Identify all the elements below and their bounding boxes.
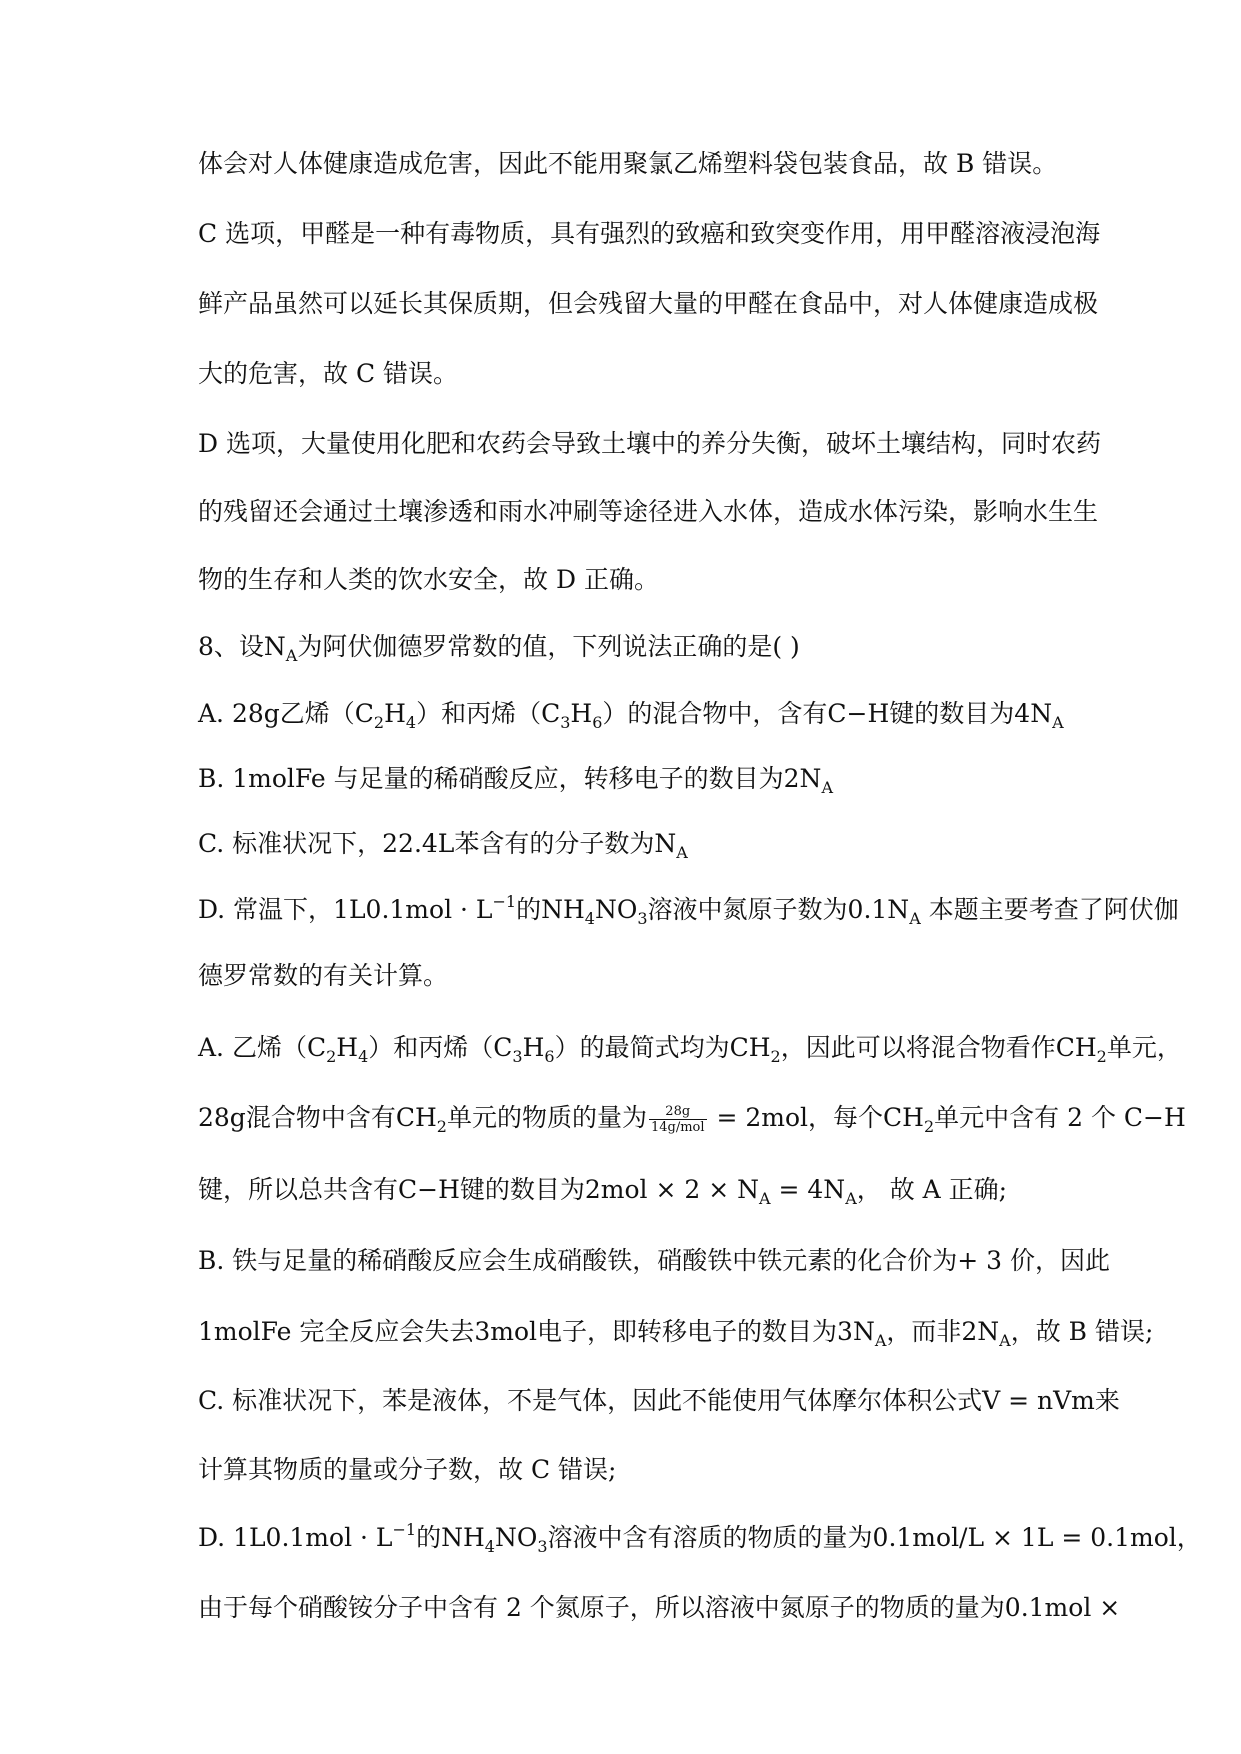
fraction: $\frac{28g}{\text{14g/mol}}$ (650, 1104, 705, 1135)
text-line-4: 大的危害，故 C 错误。 (198, 359, 459, 388)
text-line-7: 物的生存和人类的饮水安全，故 D 正确。 (198, 565, 659, 594)
option-d: D. 常温下，$1L0.1mol \cdot L^{-1}$的$NH_4NO_3$溶液中氮原子数为$0.1N_A$ 本题主要考查了阿伏伽 (198, 892, 1179, 928)
answer-b-line-1: B. 铁与足量的稀硝酸反应会生成硝酸铁，硝酸铁中铁元素的化合价为+ 3 价，因此 (198, 1246, 1111, 1275)
text-line-5: D 选项，大量使用化肥和农药会导致土壤中的养分失衡，破坏土壤结构，同时农药 (198, 429, 1101, 458)
text-line-6: 的残留还会通过土壤渗透和雨水冲刷等途径进入水体，造成水体污染，影响水生生 (198, 497, 1099, 526)
question-8-stem: 8、设$N_A$为阿伏伽德罗常数的值，下列说法正确的是( ) (198, 632, 800, 665)
option-b: B. 1molFe 与足量的稀硝酸反应，转移电子的数目为$2N_A$ (198, 764, 833, 797)
answer-b-line-2: 1molFe 完全反应会失去3mol电子，即转移电子的数目为$3N_A$，而非$2N_A$，故 B 错误; (198, 1317, 1154, 1350)
answer-c-line-1: C. 标准状况下，苯是液体，不是气体，因此不能使用气体摩尔体积公式V = nVm来 (198, 1386, 1120, 1415)
answer-a-line-1: A. 乙烯$(C_2H_4)$和丙烯$(C_3H_6)$的最简式均为$CH_2$，因此可以将混合物看作$CH_2$单元， (198, 1033, 1182, 1066)
text-line-1: 体会对人体健康造成危害，因此不能用聚氯乙烯塑料袋包装食品，故 B 错误。 (198, 149, 1058, 178)
option-c: C. 标准状况下，22.4L苯含有的分子数为$N_A$ (198, 829, 688, 862)
answer-a-line-2: 28g混合物中含有$CH_2$单元的物质的量为 $\frac{28g}{\text{14g/mol}}$ = 2mol，每个$CH_2$单元中含有 2 个 C−H (198, 1103, 1186, 1136)
text-line-3: 鲜产品虽然可以延长其保质期，但会残留大量的甲醛在食品中，对人体健康造成极 (198, 289, 1099, 318)
answer-a-line-3: 键，所以总共含有C−H键的数目为$2mol \times 2 \times N_A = 4N_A$， 故 A 正确; (198, 1175, 1008, 1208)
text-line-2: C 选项，甲醛是一种有毒物质，具有强烈的致癌和致突变作用，用甲醛溶液浸泡海 (198, 219, 1101, 248)
text-line-13: 德罗常数的有关计算。 (198, 961, 449, 990)
answer-d-line-2: 由于每个硝酸铵分子中含有 2 个氮原子，所以溶液中氮原子的物质的量为0.1mol × (198, 1593, 1121, 1622)
answer-c-line-2: 计算其物质的量或分子数，故 C 错误; (198, 1455, 617, 1484)
option-a: A. 28g乙烯$(C_2H_4)$和丙烯$(C_3H_6)$的混合物中，含有C−H键的数目为$4N_A$ (198, 699, 1064, 732)
answer-d-line-1: D. $1L0.1mol \cdot L^{-1}$的$NH_4NO_3$溶液中含有溶质的物质的量为0.1mol/L × 1L = 0.1mol， (198, 1520, 1202, 1556)
